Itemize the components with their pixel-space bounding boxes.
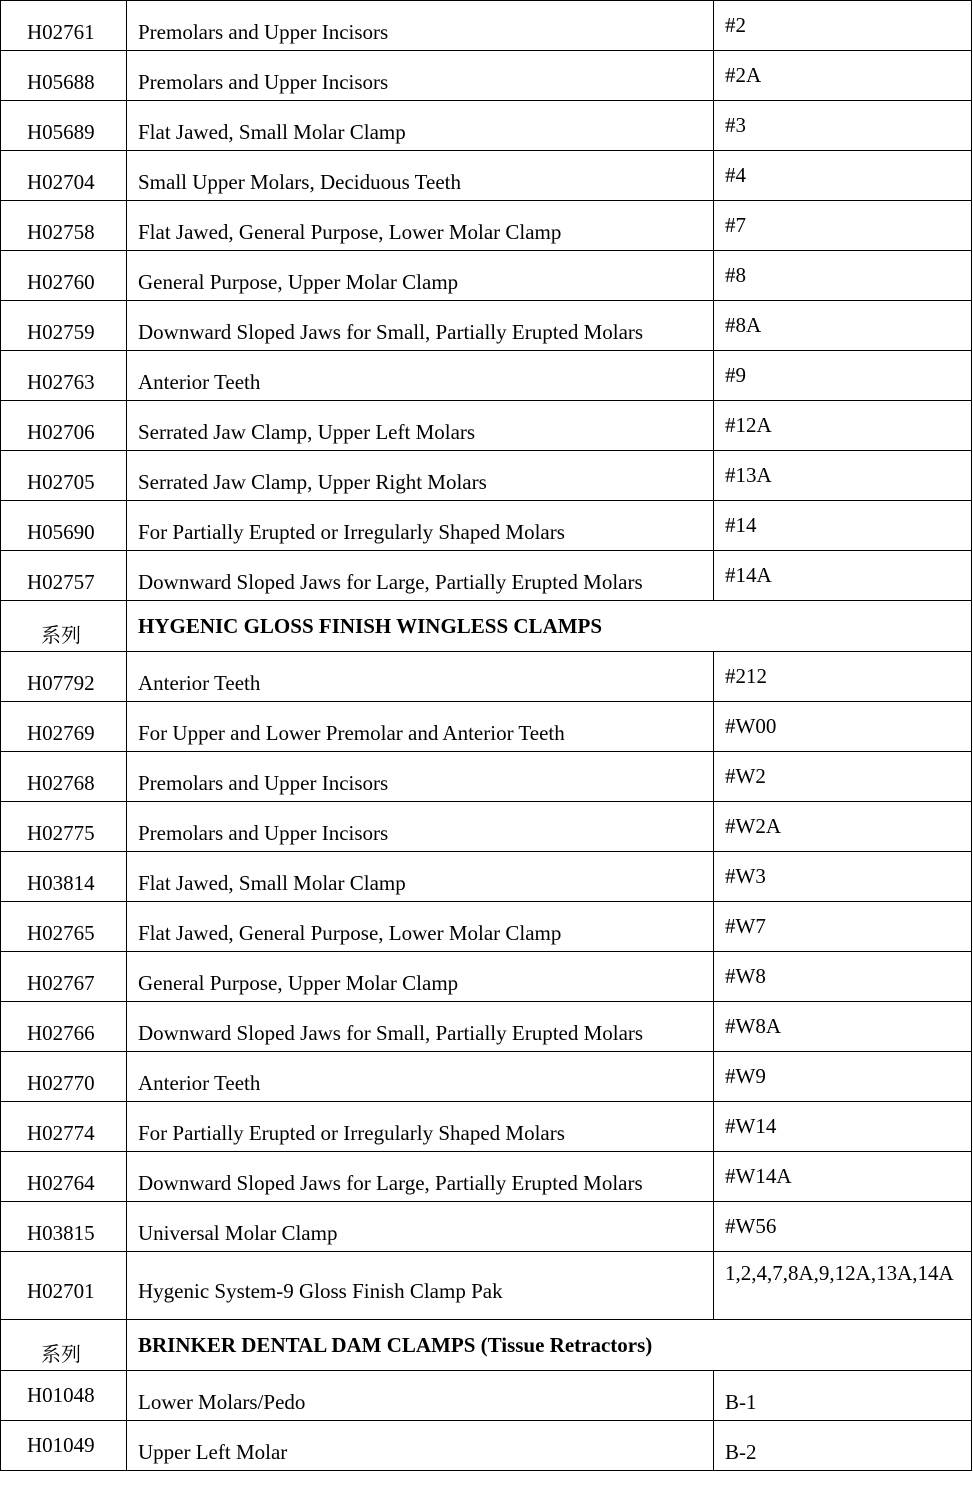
description-cell: For Partially Erupted or Irregularly Shaped Molars: [127, 501, 714, 551]
product-code-cell: H02760: [1, 251, 127, 301]
product-code-cell: H02768: [1, 752, 127, 802]
description-cell: Flat Jawed, General Purpose, Lower Molar Clamp: [127, 201, 714, 251]
clamp-number-cell: #2A: [714, 51, 972, 101]
table-row: [1, 301, 972, 351]
clamp-number-cell: #W00: [714, 702, 972, 752]
description-cell: Anterior Teeth: [127, 1052, 714, 1102]
section-label: 系列: [1, 1320, 127, 1371]
clamp-number-cell: #W14: [714, 1102, 972, 1152]
table-row: [1, 1102, 972, 1152]
table-row: [1, 1002, 972, 1052]
product-code-cell: H05688: [1, 51, 127, 101]
description-cell: Flat Jawed, Small Molar Clamp: [127, 101, 714, 151]
section-label: 系列: [1, 601, 127, 652]
product-code-cell: H02765: [1, 902, 127, 952]
description-cell: Downward Sloped Jaws for Large, Partially Erupted Molars: [127, 1152, 714, 1202]
description-cell: Flat Jawed, Small Molar Clamp: [127, 852, 714, 902]
clamp-number-cell: #8A: [714, 301, 972, 351]
clamp-number-cell: #4: [714, 151, 972, 201]
product-code-cell: H02774: [1, 1102, 127, 1152]
table-row: [1, 1202, 972, 1252]
product-code-cell: H02766: [1, 1002, 127, 1052]
clamp-number-cell: #W2: [714, 752, 972, 802]
product-code-cell: H02761: [1, 1, 127, 51]
description-cell: For Upper and Lower Premolar and Anterior Teeth: [127, 702, 714, 752]
clamp-number-cell: #8: [714, 251, 972, 301]
clamp-number-cell: #W8A: [714, 1002, 972, 1052]
table-row: [1, 1, 972, 51]
clamp-number-cell: #W56: [714, 1202, 972, 1252]
description-cell: Premolars and Upper Incisors: [127, 1, 714, 51]
clamp-number-cell: #3: [714, 101, 972, 151]
product-code-cell: H02767: [1, 952, 127, 1002]
clamp-number-cell: #9: [714, 351, 972, 401]
product-code-cell: H02775: [1, 802, 127, 852]
product-code-cell: H05690: [1, 501, 127, 551]
clamp-number-cell: #W3: [714, 852, 972, 902]
table-row: [1, 952, 972, 1002]
table-row: [1, 151, 972, 201]
table-row: [1, 401, 972, 451]
section-header-row: [1, 601, 972, 652]
clamp-number-cell: #W9: [714, 1052, 972, 1102]
product-code-cell: H02701: [1, 1252, 127, 1320]
clamp-number-cell: #W7: [714, 902, 972, 952]
section-title: HYGENIC GLOSS FINISH WINGLESS CLAMPS: [127, 601, 972, 652]
table-row: [1, 451, 972, 501]
description-cell: Small Upper Molars, Deciduous Teeth: [127, 151, 714, 201]
product-code-cell: H02770: [1, 1052, 127, 1102]
product-code-cell: H02759: [1, 301, 127, 351]
product-code-cell: H02705: [1, 451, 127, 501]
clamp-number-cell: #12A: [714, 401, 972, 451]
product-code-cell: H03814: [1, 852, 127, 902]
table-row: [1, 902, 972, 952]
clamp-number-cell: #13A: [714, 451, 972, 501]
table-row: [1, 501, 972, 551]
description-cell: For Partially Erupted or Irregularly Shaped Molars: [127, 1102, 714, 1152]
clamp-number-cell: B-1: [714, 1371, 972, 1421]
clamp-number-cell: #W8: [714, 952, 972, 1002]
clamp-number-cell: #14: [714, 501, 972, 551]
section-title: BRINKER DENTAL DAM CLAMPS (Tissue Retractors): [127, 1320, 972, 1371]
description-cell: Premolars and Upper Incisors: [127, 752, 714, 802]
product-code-cell: H03815: [1, 1202, 127, 1252]
table-row: [1, 351, 972, 401]
clamp-catalog-body: [1, 1, 972, 1471]
table-row: [1, 51, 972, 101]
description-cell: Premolars and Upper Incisors: [127, 51, 714, 101]
product-code-cell: H02757: [1, 551, 127, 601]
description-cell: Flat Jawed, General Purpose, Lower Molar Clamp: [127, 902, 714, 952]
description-cell: General Purpose, Upper Molar Clamp: [127, 952, 714, 1002]
clamp-number-cell: #2: [714, 1, 972, 51]
table-row: [1, 802, 972, 852]
description-cell: Hygenic System-9 Gloss Finish Clamp Pak: [127, 1252, 714, 1320]
product-code-cell: H01048: [1, 1371, 127, 1421]
description-cell: Lower Molars/Pedo: [127, 1371, 714, 1421]
clamp-number-cell: 1,2,4,7,8A,9,12A,13A,14A: [714, 1252, 972, 1320]
table-row: [1, 251, 972, 301]
section-header-row: [1, 1320, 972, 1371]
product-code-cell: H02763: [1, 351, 127, 401]
product-code-cell: H02764: [1, 1152, 127, 1202]
clamp-number-cell: #7: [714, 201, 972, 251]
product-code-cell: H02758: [1, 201, 127, 251]
table-row: [1, 1252, 972, 1320]
table-row: [1, 852, 972, 902]
description-cell: Downward Sloped Jaws for Large, Partially Erupted Molars: [127, 551, 714, 601]
table-row: [1, 1052, 972, 1102]
description-cell: Upper Left Molar: [127, 1421, 714, 1471]
clamp-number-cell: #14A: [714, 551, 972, 601]
description-cell: General Purpose, Upper Molar Clamp: [127, 251, 714, 301]
product-code-cell: H02769: [1, 702, 127, 752]
clamp-number-cell: #212: [714, 652, 972, 702]
table-row: [1, 1371, 972, 1421]
table-row: [1, 652, 972, 702]
table-row: [1, 702, 972, 752]
clamp-number-cell: #W2A: [714, 802, 972, 852]
description-cell: Serrated Jaw Clamp, Upper Left Molars: [127, 401, 714, 451]
product-code-cell: H07792: [1, 652, 127, 702]
table-row: [1, 101, 972, 151]
product-code-cell: H05689: [1, 101, 127, 151]
table-row: [1, 1152, 972, 1202]
description-cell: Downward Sloped Jaws for Small, Partially Erupted Molars: [127, 1002, 714, 1052]
description-cell: Premolars and Upper Incisors: [127, 802, 714, 852]
clamp-number-cell: #W14A: [714, 1152, 972, 1202]
clamp-number-cell: B-2: [714, 1421, 972, 1471]
description-cell: Universal Molar Clamp: [127, 1202, 714, 1252]
description-cell: Serrated Jaw Clamp, Upper Right Molars: [127, 451, 714, 501]
table-row: [1, 551, 972, 601]
product-code-cell: H01049: [1, 1421, 127, 1471]
product-code-cell: H02706: [1, 401, 127, 451]
product-code-cell: H02704: [1, 151, 127, 201]
description-cell: Downward Sloped Jaws for Small, Partially Erupted Molars: [127, 301, 714, 351]
table-row: [1, 752, 972, 802]
table-row: [1, 201, 972, 251]
description-cell: Anterior Teeth: [127, 652, 714, 702]
table-row: [1, 1421, 972, 1471]
description-cell: Anterior Teeth: [127, 351, 714, 401]
